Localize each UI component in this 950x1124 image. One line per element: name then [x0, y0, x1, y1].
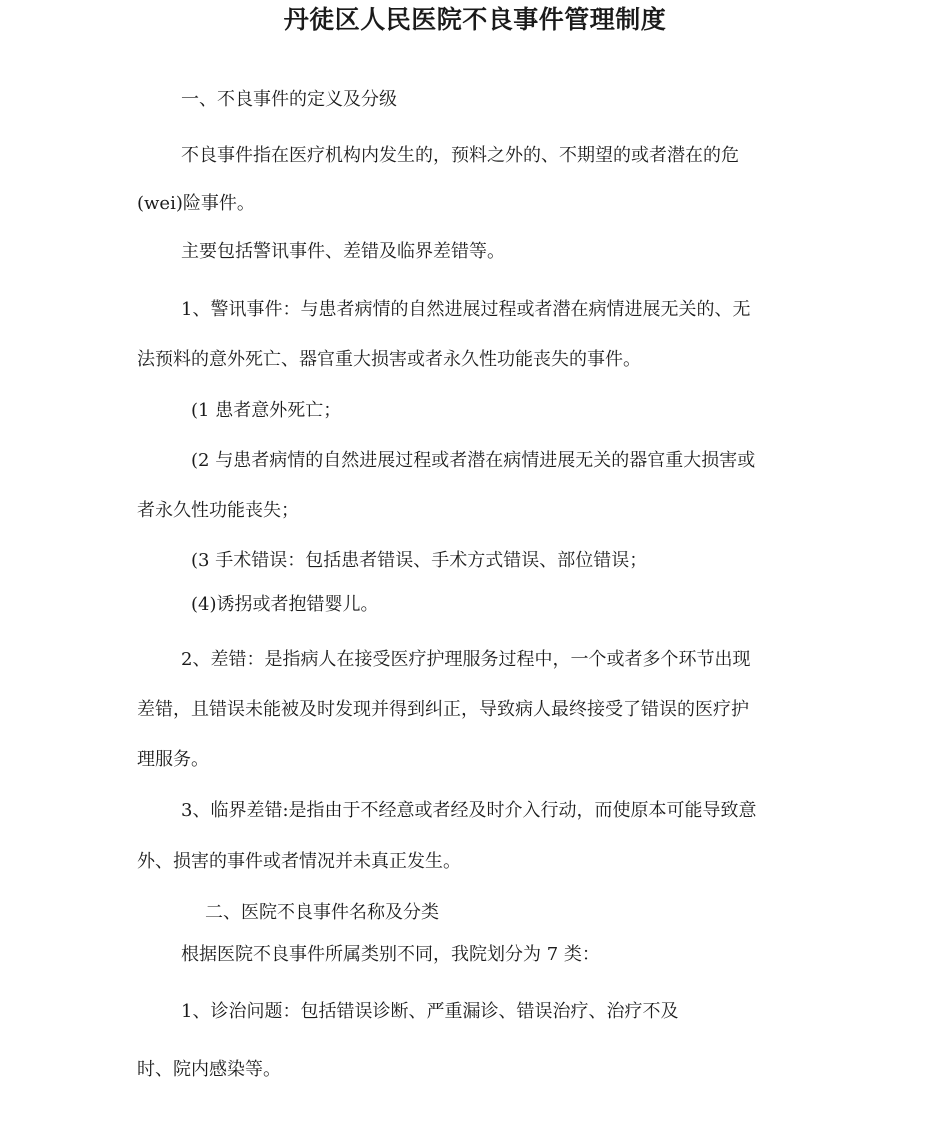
paragraph-line: 主要包括警讯事件、差错及临界差错等。 [181, 241, 505, 262]
paragraph-line: 理服务。 [137, 749, 209, 770]
paragraph-line: 外、损害的事件或者情况并未真正发生。 [137, 851, 461, 872]
paragraph-line: 1、警讯事件：与患者病情的自然进展过程或者潜在病情进展无关的、无 [181, 299, 751, 320]
list-item: (1 患者意外死亡； [191, 400, 342, 421]
paragraph-line: 时、院内感染等。 [137, 1059, 281, 1080]
paragraph-line: 1、诊治问题：包括错误诊断、严重漏诊、错误治疗、治疗不及 [181, 1001, 679, 1022]
paragraph-line: 法预料的意外死亡、器官重大损害或者永久性功能丧失的事件。 [137, 349, 641, 370]
section-heading-classification: 二、医院不良事件名称及分类 [205, 902, 439, 923]
paragraph-line: 者永久性功能丧失； [137, 500, 299, 521]
paragraph-line: 3、临界差错:是指由于不经意或者经及时介入行动，而使原本可能导致意 [181, 800, 757, 821]
paragraph-line: 根据医院不良事件所属类别不同，我院划分为 7 类： [181, 944, 600, 965]
paragraph-line: 不良事件指在医疗机构内发生的，预料之外的、不期望的或者潜在的危 [181, 145, 739, 166]
paragraph-line: 2、差错：是指病人在接受医疗护理服务过程中，一个或者多个环节出现 [181, 649, 751, 670]
section-heading-definition: 一、不良事件的定义及分级 [181, 89, 397, 110]
list-item: (2 与患者病情的自然进展过程或者潜在病情进展无关的器官重大损害或 [191, 450, 756, 471]
paragraph-line: (wei)险事件。 [137, 193, 255, 214]
list-item: (4)诱拐或者抱错婴儿。 [191, 594, 379, 615]
document-title: 丹徒区人民医院不良事件管理制度 [283, 5, 667, 34]
list-item: (3 手术错误：包括患者错误、手术方式错误、部位错误； [191, 550, 648, 571]
paragraph-line: 差错，且错误未能被及时发现并得到纠正，导致病人最终接受了错误的医疗护 [137, 699, 749, 720]
